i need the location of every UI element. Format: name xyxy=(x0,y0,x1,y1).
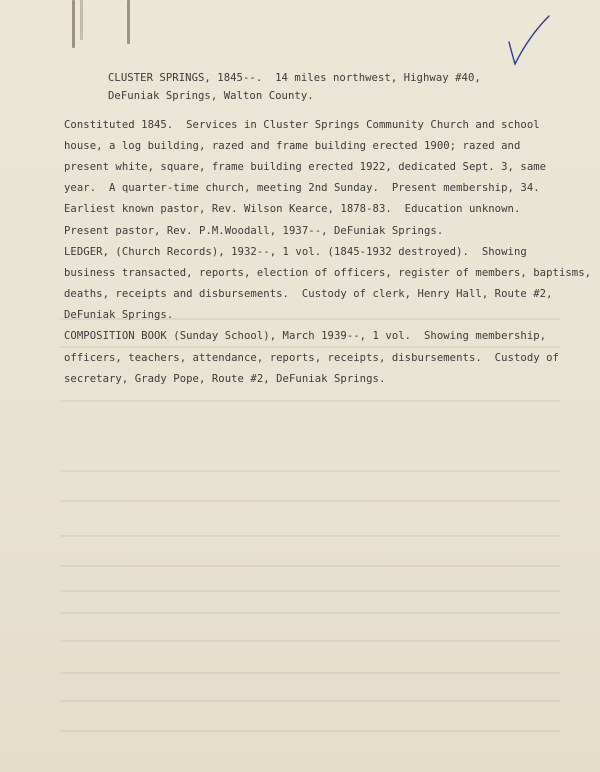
header-title: CLUSTER SPRINGS, 1845--. 14 miles northwest, Highway #40, xyxy=(108,72,481,84)
punch-mark xyxy=(72,0,75,48)
composition-book-entry: COMPOSITION BOOK (Sunday School), March 1939--, 1 vol. Showing membership, xyxy=(64,330,547,342)
ledger-entry: DeFuniak Springs. xyxy=(64,309,174,321)
punch-mark xyxy=(80,0,83,40)
check-mark-icon xyxy=(505,12,555,72)
bleed-line xyxy=(60,612,560,614)
composition-book-entry: secretary, Grady Pope, Route #2, DeFuniak Springs. xyxy=(64,373,386,385)
body-line: Present pastor, Rev. P.M.Woodall, 1937--, DeFuniak Springs. xyxy=(64,225,444,237)
bleed-line xyxy=(60,535,560,537)
bleed-line xyxy=(60,640,560,642)
body-line: Constituted 1845. Services in Cluster Springs Community Church and school xyxy=(64,119,540,131)
header-location: DeFuniak Springs, Walton County. xyxy=(108,90,314,102)
body-line: present white, square, frame building erected 1922, dedicated Sept. 3, same xyxy=(64,161,547,173)
bleed-line xyxy=(60,500,560,502)
bleed-line xyxy=(60,590,560,592)
ledger-entry: LEDGER, (Church Records), 1932--, 1 vol. (1845-1932 destroyed). Showing xyxy=(64,246,527,258)
body-line: Earliest known pastor, Rev. Wilson Kearce, 1878-83. Education unknown. xyxy=(64,203,521,215)
bleed-line xyxy=(60,470,560,472)
bleed-line xyxy=(60,730,560,732)
bleed-line xyxy=(60,672,560,674)
bleed-line xyxy=(60,400,560,402)
body-line: year. A quarter-time church, meeting 2nd Sunday. Present membership, 34. xyxy=(64,182,540,194)
ledger-entry: business transacted, reports, election of officers, register of members, baptisms, xyxy=(64,267,592,279)
body-line: house, a log building, razed and frame building erected 1900; razed and xyxy=(64,140,521,152)
punch-mark xyxy=(127,0,130,44)
composition-book-entry: officers, teachers, attendance, reports, receipts, disbursements. Custody of xyxy=(64,352,559,364)
bleed-line xyxy=(60,700,560,702)
ledger-entry: deaths, receipts and disbursements. Custody of clerk, Henry Hall, Route #2, xyxy=(64,288,553,300)
bleed-line xyxy=(60,565,560,567)
bleed-line xyxy=(60,346,560,348)
